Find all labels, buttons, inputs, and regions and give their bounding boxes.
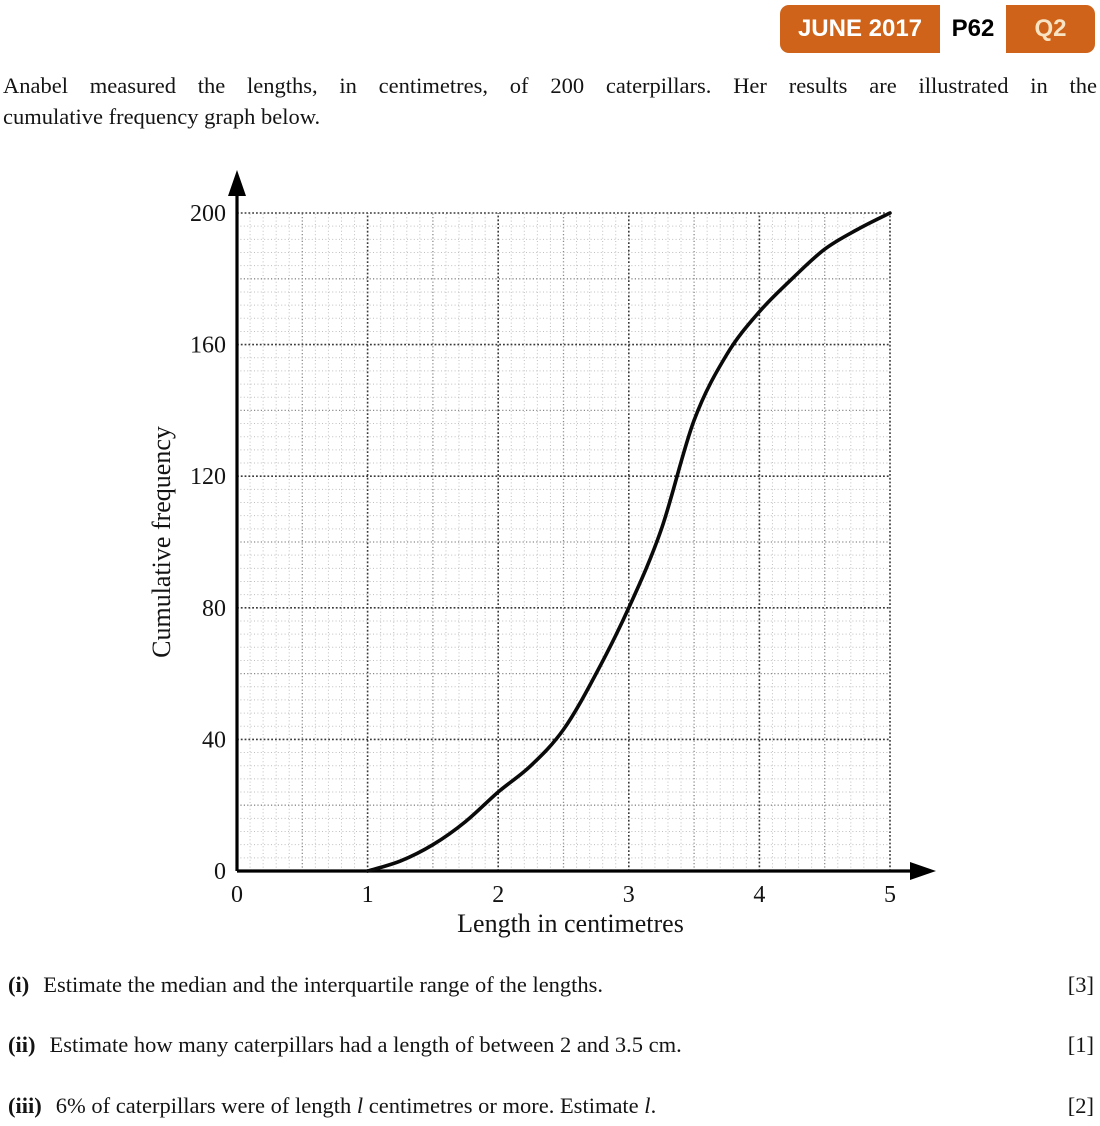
question-row-ii	[8, 1031, 1094, 1059]
badge-paper-code: P62	[940, 5, 1006, 53]
x-tick-label: 3	[622, 882, 635, 908]
question-text	[56, 1092, 1056, 1120]
question-marks: [2]	[1067, 1093, 1094, 1118]
question-text-part: .	[650, 1093, 657, 1118]
grid	[237, 213, 890, 871]
y-tick-label: 40	[202, 727, 226, 754]
question-row-iii	[8, 1092, 1094, 1120]
question-marks: [3]	[1067, 972, 1094, 997]
variable-l: l	[356, 1093, 364, 1118]
question-label: (ii)	[8, 1032, 36, 1057]
question-text-part: 6% of caterpillars were of length	[55, 1093, 357, 1118]
question-row-i	[8, 971, 1094, 999]
question-label: (i)	[8, 972, 30, 997]
x-tick-label: 5	[884, 882, 896, 908]
x-tick-label: 0	[231, 882, 243, 908]
cumulative-frequency-graph	[130, 160, 960, 960]
y-tick-label: 80	[202, 595, 226, 622]
x-tick-label: 4	[753, 882, 766, 908]
question-text: Estimate the median and the interquartile range of the lengths.	[43, 972, 604, 997]
y-axis-title: Cumulative frequency	[147, 426, 176, 658]
badge-session: JUNE 2017	[797, 15, 923, 42]
question-label: (iii)	[8, 1093, 42, 1118]
question-text: Estimate how many caterpillars had a length of between 2 and 3.5 cm.	[49, 1032, 682, 1057]
axes	[228, 170, 936, 880]
y-tick-label: 200	[190, 201, 226, 227]
y-tick-label: 160	[190, 332, 226, 359]
x-axis-arrow-icon	[910, 862, 936, 880]
question-marks: [1]	[1067, 1032, 1094, 1057]
intro-text	[3, 70, 1097, 132]
badge-question-number: Q2	[1034, 15, 1067, 42]
question-text-part: centimetres or more. Estimate	[363, 1093, 645, 1118]
cumulative-frequency-chart	[130, 160, 960, 960]
y-axis-arrow-icon	[228, 170, 246, 196]
x-tick-label: 2	[492, 882, 505, 908]
y-tick-label: 120	[190, 464, 226, 491]
x-tick-label: 1	[361, 882, 374, 908]
intro-line-2: cumulative frequency graph below.	[3, 104, 321, 129]
y-tick-label: 0	[214, 859, 226, 885]
variable-l: l	[644, 1093, 651, 1118]
tick-labels	[190, 201, 896, 908]
x-axis-title: Length in centimetres	[457, 909, 684, 938]
exam-badge	[780, 5, 1095, 53]
intro-line-1: Anabel measured the lengths, in centimetres, of 200 caterpillars. Her results are illustrated in the	[3, 73, 1097, 98]
